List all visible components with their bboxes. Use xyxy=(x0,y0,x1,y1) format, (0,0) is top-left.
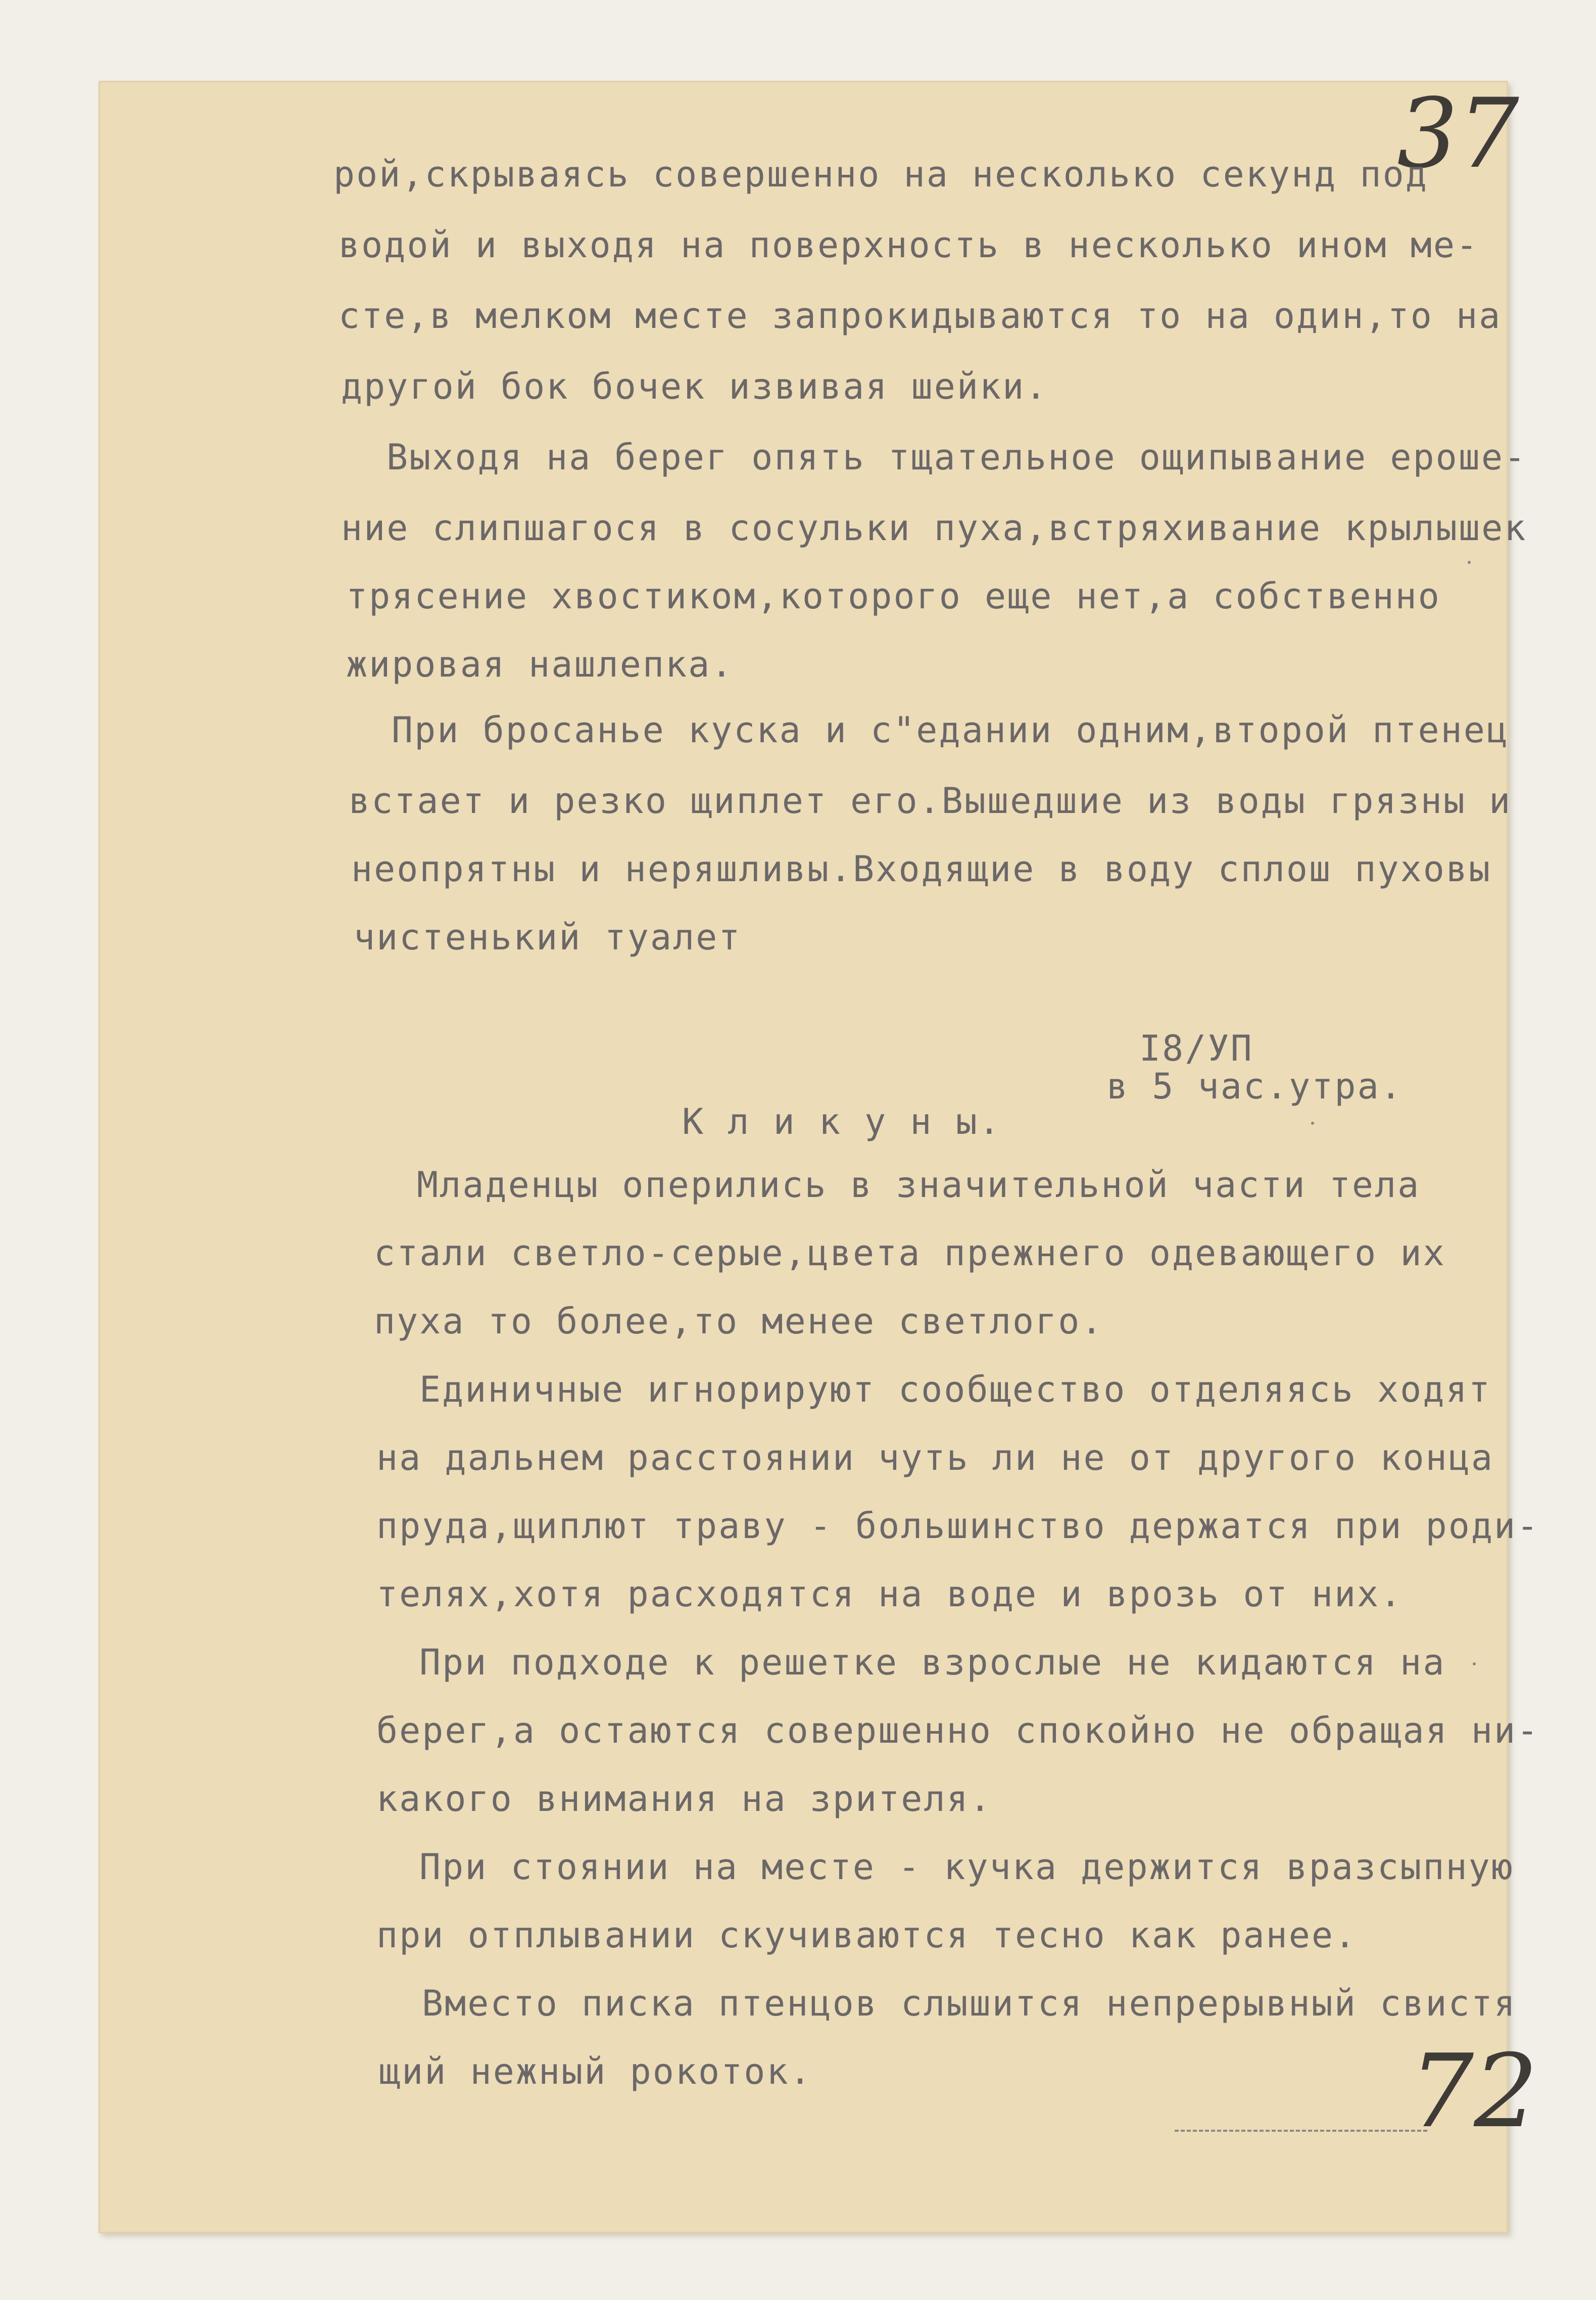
text-line: при отплывании скучиваются тесно как ранее. xyxy=(376,1914,1358,1956)
section-heading: К л и к у н ы. xyxy=(682,1101,1002,1142)
text-line: При подходе к решетке взрослые не кидаются на xyxy=(419,1642,1446,1683)
text-line: ние слипшагося в сосульки пуха,встряхивание крылышек xyxy=(341,507,1527,549)
text-line: жировая нашлепка. xyxy=(346,644,734,685)
paper-speck xyxy=(1473,1662,1476,1665)
folio-number-top: 37 xyxy=(1397,78,1519,189)
text-line: трясение хвостиком,которого еще нет,а собственно xyxy=(346,576,1441,617)
entry-date: I8/УП xyxy=(1139,1028,1253,1069)
text-line: Вместо писка птенцов слышится непрерывный свистя xyxy=(422,1983,1517,2024)
text-line: При стоянии на месте - кучка держится вразсыпную xyxy=(419,1846,1514,1888)
entry-time: в 5 час.утра. xyxy=(1106,1066,1403,1107)
folio-number-bottom: 72 xyxy=(1410,2033,1538,2150)
text-line: сте,в мелком месте запрокидываются то на один,то на xyxy=(338,295,1502,337)
text-line: При бросанье куска и с"едании одним,второй птенец xyxy=(392,709,1510,751)
text-line: берег,а остаются совершенно спокойно не обращая ни- xyxy=(376,1710,1540,1751)
text-line: пуха то более,то менее светлого. xyxy=(374,1301,1104,1342)
text-line: щий нежный рокоток. xyxy=(379,2051,812,2092)
document-page xyxy=(99,78,1540,2233)
paper-speck xyxy=(1311,1122,1314,1125)
text-line: стали светло-серые,цвета прежнего одевающего их xyxy=(374,1232,1446,1274)
text-line: телях,хотя расходятся на воде и врозь от них. xyxy=(376,1573,1403,1615)
text-line: какого внимания на зрителя. xyxy=(376,1778,992,1819)
text-line: водой и выходя на поверхность в несколько ином ме- xyxy=(338,224,1479,266)
text-line: пруда,щиплют траву - большинство держатся при роди- xyxy=(376,1505,1540,1547)
text-line: Младенцы оперились в значительной части тела xyxy=(417,1164,1421,1206)
text-line: Выходя на берег опять тщательное ощипывание ероше- xyxy=(386,437,1527,478)
text-line: рой,скрываясь совершенно на несколько секунд под xyxy=(333,154,1428,195)
text-line: другой бок бочек извивая шейки. xyxy=(341,366,1048,407)
text-line: неопрятны и неряшливы.Входящие в воду сплош пуховы xyxy=(351,848,1492,890)
text-line: встает и резко щиплет его.Вышедшие из воды грязны и xyxy=(349,780,1512,822)
text-line: Единичные игнорируют сообщество отделяясь ходят xyxy=(419,1369,1491,1410)
text-line: чистенький туалет xyxy=(354,917,742,958)
dashed-rule xyxy=(1175,2130,1427,2132)
text-line: на дальнем расстоянии чуть ли не от другого конца xyxy=(376,1437,1494,1478)
paper-speck xyxy=(1468,561,1471,564)
